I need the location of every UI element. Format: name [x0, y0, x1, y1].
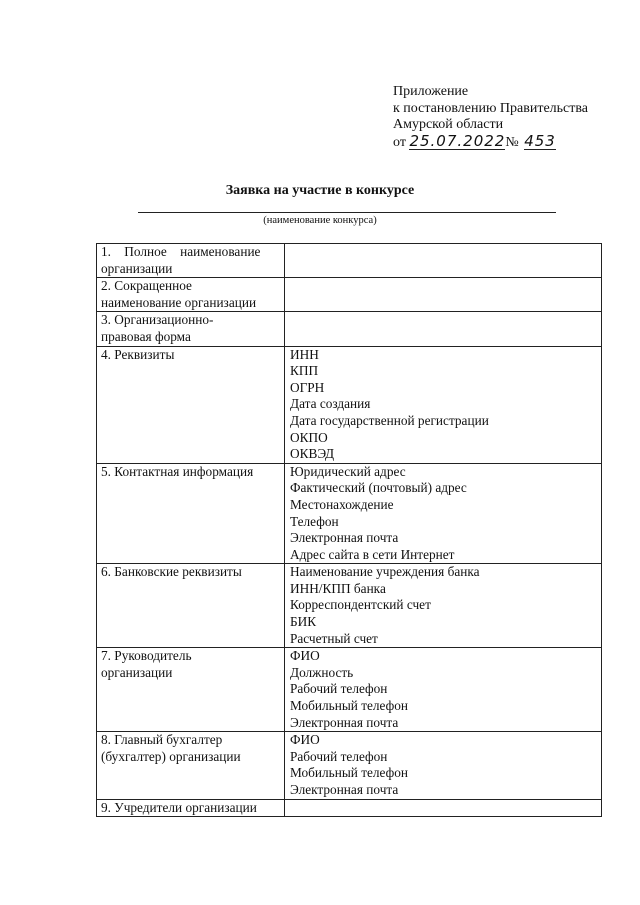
row-label-line: 3. Организационно-: [101, 312, 214, 328]
row-value-cell[interactable]: [285, 732, 602, 799]
row-value-cell[interactable]: [285, 346, 602, 463]
table-row: [97, 312, 602, 346]
field-label: Рабочий телефон: [290, 681, 388, 697]
row-label-line: 8. Главный бухгалтер: [101, 732, 223, 748]
row-label-cell: [97, 278, 285, 312]
handwritten-number: 453: [524, 131, 556, 150]
date-prefix: от: [393, 134, 406, 150]
field-label: ОКВЭД: [290, 446, 335, 462]
row-label-line: 7. Руководитель: [101, 648, 192, 664]
table-row: [97, 732, 602, 799]
row-label-cell: [97, 346, 285, 463]
row-label-cell: [97, 312, 285, 346]
row-label-cell: [97, 564, 285, 648]
field-label: Мобильный телефон: [290, 765, 409, 781]
row-value-cell[interactable]: [285, 312, 602, 346]
field-label: ИНН/КПП банка: [290, 580, 386, 596]
appendix-date-line: [393, 131, 588, 152]
field-label: Наименование учреждения банка: [290, 564, 480, 580]
row-label-line: 4. Реквизиты: [101, 346, 175, 362]
field-label: ФИО: [290, 732, 320, 748]
row-label-cell: [97, 463, 285, 564]
row-label-line: 9. Учредители организации: [101, 799, 257, 815]
appendix-line-1: Приложение: [393, 84, 469, 99]
table-row: [97, 278, 602, 312]
field-label: Дата создания: [290, 396, 371, 412]
field-label: ФИО: [290, 648, 320, 664]
application-table: [96, 243, 602, 817]
handwritten-date: 25.07.2022: [409, 131, 506, 150]
field-label: Электронная почта: [290, 782, 399, 797]
table-row: [97, 564, 602, 648]
table-row: [97, 244, 602, 278]
table-row: [97, 463, 602, 564]
field-label: Юридический адрес: [290, 463, 406, 479]
form-title: Заявка на участие в конкурсе: [225, 183, 415, 198]
row-label-cell: [97, 244, 285, 278]
row-value-cell[interactable]: [285, 244, 602, 278]
row-label-line: 6. Банковские реквизиты: [101, 564, 242, 580]
field-label: КПП: [290, 363, 319, 379]
field-label: ОГРН: [290, 379, 325, 395]
field-label: БИК: [290, 614, 317, 630]
row-label-line: наименование организации: [101, 294, 257, 310]
row-value-cell[interactable]: [285, 564, 602, 648]
row-label-line: организации: [101, 664, 173, 680]
appendix-line-3: Амурской области: [393, 117, 504, 132]
row-value-cell[interactable]: [285, 278, 602, 312]
row-value-cell[interactable]: [285, 648, 602, 732]
row-label-line: правовая форма: [101, 328, 191, 344]
appendix-header: [393, 84, 588, 151]
appendix-line-2: к постановлению Правительства: [393, 100, 589, 116]
field-label: Должность: [290, 664, 354, 680]
field-label: Местонахождение: [290, 496, 394, 512]
field-label: Корреспондентский счет: [290, 597, 431, 613]
row-value-cell[interactable]: [285, 799, 602, 817]
row-label-line: (бухгалтер) организации: [101, 748, 241, 764]
row-label-cell: [97, 648, 285, 732]
row-label-cell: [97, 799, 285, 817]
field-label: Дата государственной регистрации: [290, 412, 489, 428]
number-sign: №: [505, 134, 519, 150]
row-label-line: 2. Сокращенное: [101, 278, 192, 294]
contest-name-line: [138, 212, 556, 213]
field-label: Фактический (почтовый) адрес: [290, 480, 467, 496]
field-label: Электронная почта: [290, 530, 399, 546]
field-label: ИНН: [290, 346, 319, 362]
contest-name-caption: (наименование конкурса): [263, 215, 377, 226]
row-label-line: 5. Контактная информация: [101, 463, 254, 479]
field-label: Расчетный счет: [290, 630, 378, 646]
field-label: ОКПО: [290, 429, 328, 445]
row-label-line: 1. Полное наименование: [101, 244, 261, 259]
field-label: Рабочий телефон: [290, 748, 388, 764]
field-label: Мобильный телефон: [290, 698, 409, 714]
row-label-line: организации: [101, 260, 173, 276]
row-label-cell: [97, 732, 285, 799]
field-label: Электронная почта: [290, 714, 399, 730]
table-row: [97, 648, 602, 732]
field-label: Телефон: [290, 513, 339, 529]
table-row: [97, 346, 602, 463]
table-row: [97, 799, 602, 817]
field-label: Адрес сайта в сети Интернет: [290, 546, 455, 562]
row-value-cell[interactable]: [285, 463, 602, 564]
